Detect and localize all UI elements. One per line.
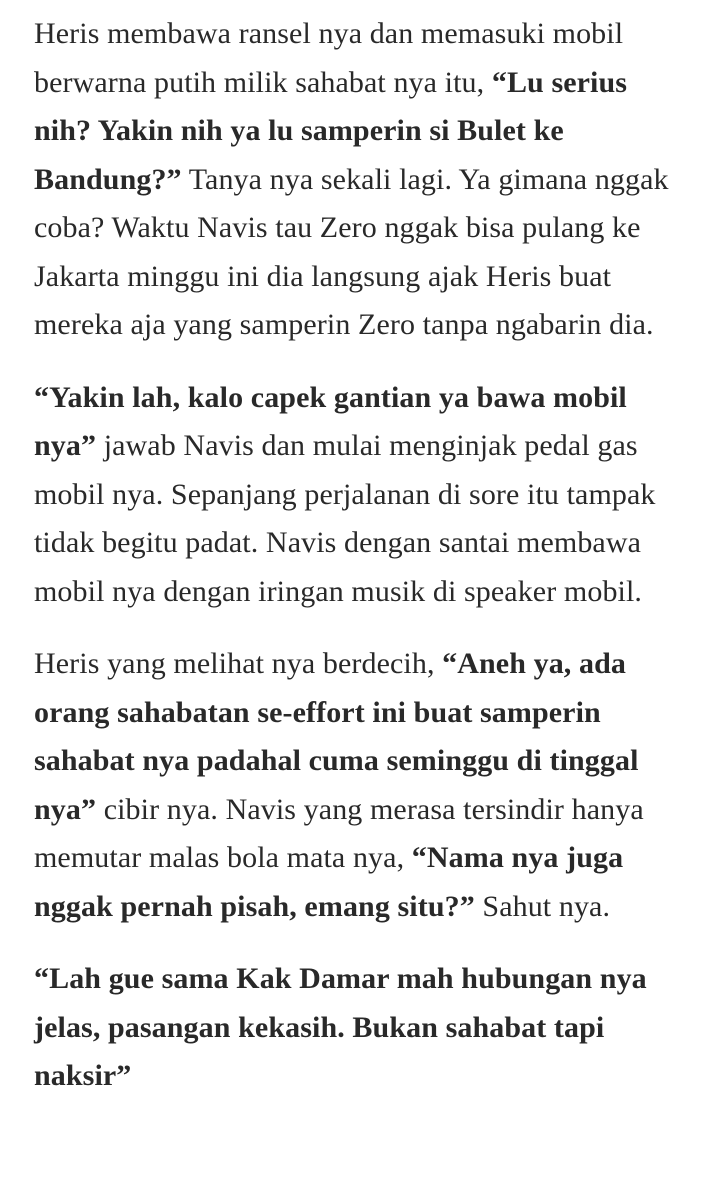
paragraph-3-dialogue: “Aneh ya, ada orang sahabatan se-effort ini buat samperin sahabat nya padahal cuma seminggu di tinggal nya” [34,647,639,826]
paragraph-2-dialogue: “Yakin lah, kalo capek gantian ya bawa mobil nya” [34,380,627,462]
paragraph-3-text-middle: cibir nya. Navis yang merasa tersindir hanya memutar malas bola mata nya, [34,792,644,874]
paragraph-1-dialogue: “Lu serius nih? Yakin nih ya lu samperin si Bulet ke Bandung?” [34,65,628,196]
paragraph-3-text-end: Sahut nya. [474,889,611,923]
paragraph-1-text-end: Tanya nya sekali lagi. Ya gimana nggak coba? Waktu Navis tau Zero nggak bisa pulang ke Jakarta minggu ini dia langsung ajak Heris buat mereka aja yang samperin Zero tanpa ngabarin dia. [34,162,669,341]
paragraph-3-text: Heris yang melihat nya berdecih, [34,647,443,680]
paragraph-4-dialogue: “Lah gue sama Kak Damar mah hubungan nya jelas, pasangan kekasih. Bukan sahabat tapi naksir” [34,962,647,1092]
paragraph-3-dialogue-2: “Nama nya juga nggak pernah pisah, emang situ?” [34,841,624,923]
paragraph-1 [34,10,686,350]
paragraph-4 [34,955,686,1101]
paragraph-2 [34,374,686,617]
paragraph-1-text: Heris membawa ransel nya dan memasuki mobil berwarna putih milik sahabat nya itu, [34,17,624,99]
paragraph-2-text: jawab Navis dan mulai menginjak pedal gas mobil nya. Sepanjang perjalanan di sore itu tampak tidak begitu padat. Navis dengan santai membawa mobil nya dengan iringan musik di speaker mobil. [34,429,656,608]
paragraph-3 [34,640,686,931]
